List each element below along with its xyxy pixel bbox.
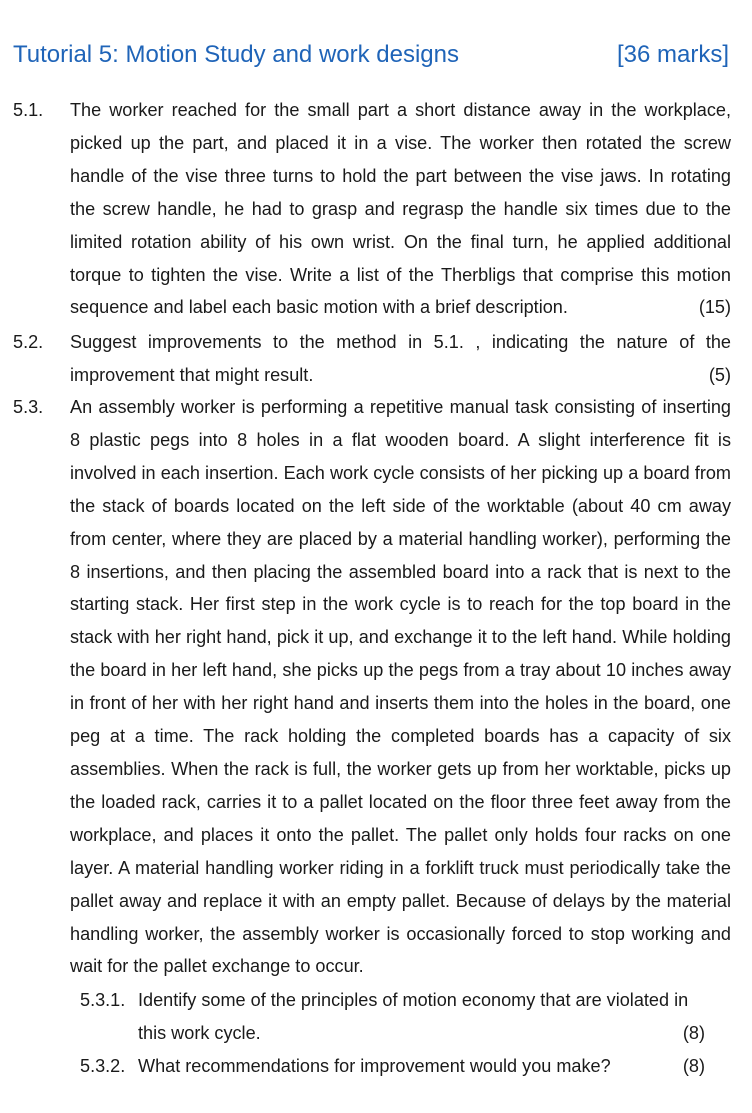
question-number: 5.2. (13, 332, 44, 352)
subquestion-number: 5.3.2. (80, 1056, 126, 1076)
page-title: Tutorial 5: Motion Study and work designs (13, 41, 460, 68)
subquestion-marks: (8) (682, 1022, 705, 1043)
question-marks: (5) (708, 364, 731, 385)
subquestion-number: 5.3.1. (80, 990, 126, 1010)
question-marks: (15) (698, 297, 731, 318)
question-number: 5.1. (13, 100, 44, 120)
subquestion-text: Identify some of the principles of motion economy that are violated in this work cycle. (138, 990, 689, 1043)
subquestion-text: What recommendations for improvement would you make? (138, 1056, 611, 1076)
tutorial-header (13, 38, 729, 72)
question-body (70, 326, 731, 392)
question-text: An assembly worker is performing a repetitive manual task consisting of inserting 8 plastic pegs into 8 holes in a flat wooden board. A slight interference fit is involved in each insertion. Each work cycle consists of her picking up a board from the stack of boards located on the left side of the worktable (about 40 cm away from center, where they are placed by a material handling worker), performing the 8 insertions, and then placing the assembled board into a rack that is next to the starting stack. Her first step in the work cycle is to reach for the top board in the stack with her right hand, pick it up, and exchange it to the left hand. While holding the board in her left hand, she picks up the pegs from a tray about 10 inches away in front of her with her right hand and inserts them into the holes in the board, one peg at a time. The rack holding the completed boards has a capacity of six assemblies. When the rack is full, the worker gets up from her worktable, picks up the loaded rack, carries it to a pallet located on the floor three feet away from the workplace, and places it onto the pallet. The pallet only holds four racks on one layer. A material handling worker riding in a forklift truck must periodically take the pallet away and replace it with an empty pallet. Because of delays by the material handling worker, the assembly worker is occasionally forced to stop working and wait for the pallet exchange to occur. (70, 397, 731, 977)
question-text: Suggest improvements to the method in 5.1. , indicating the nature of the improvement that might result. (70, 332, 731, 385)
question-body (70, 94, 731, 324)
subquestion-marks: (8) (682, 1056, 705, 1076)
question-number: 5.3. (13, 397, 44, 417)
subquestion-body (138, 984, 705, 1050)
total-marks: [36 marks] (616, 41, 729, 68)
question-text: The worker reached for the small part a short distance away in the workplace, picked up the part, and placed it in a vise. The worker then rotated the screw handle of the vise three turns to hold the part between the vise jaws. In rotating the screw handle, he had to grasp and regrasp the handle six times due to the limited rotation ability of his own wrist. On the final turn, he applied additional torque to tighten the vise. Write a list of the Therbligs that comprise this motion sequence and label each basic motion with a brief description. (70, 100, 731, 318)
question-body (70, 391, 731, 983)
subquestion-body (138, 1050, 705, 1083)
